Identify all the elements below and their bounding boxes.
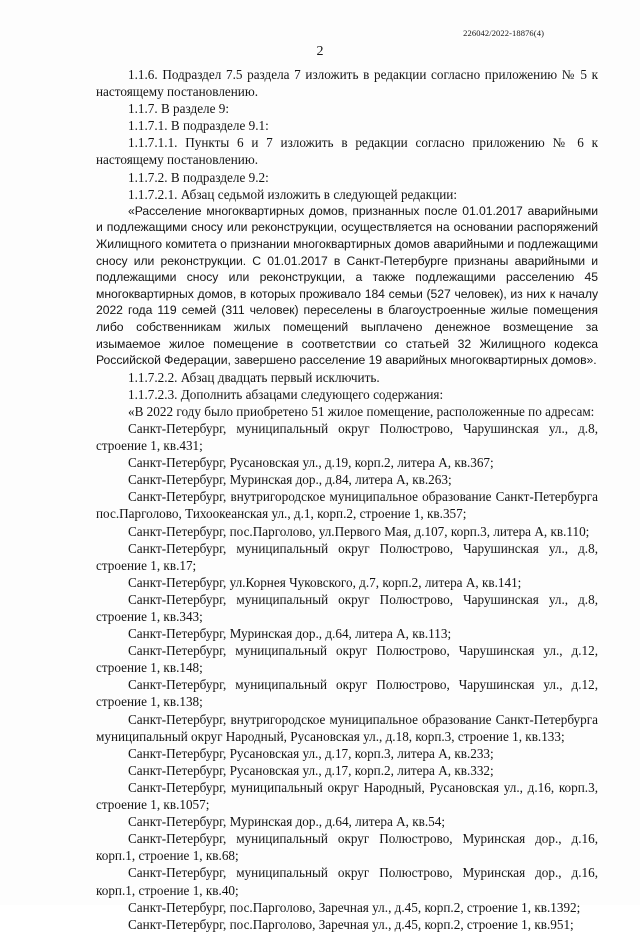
address-item: Санкт-Петербург, муниципальный округ Полюстрово, Чарушинская ул., д.8, строение 1, кв.431; <box>96 420 598 454</box>
address-item: Санкт-Петербург, Русановская ул., д.17, корп.3, литера А, кв.233; <box>128 745 494 761</box>
document-registration-number: 226042/2022-18876(4) <box>463 28 544 38</box>
address-item: Санкт-Петербург, ул.Корнея Чуковского, д.7, корп.2, литера А, кв.141; <box>128 574 522 590</box>
address-item: Санкт-Петербург, муниципальный округ Народный, Русановская ул., д.16, корп.3, строение 1, кв.1057; <box>96 779 598 813</box>
address-item: Санкт-Петербург, муниципальный округ Полюстрово, Чарушинская ул., д.8, строение 1, кв.17; <box>96 540 598 573</box>
paragraph-1-1-6: 1.1.6. Подраздел 7.5 раздела 7 изложить в редакции согласно приложению № 5 к настоящему постановлению. <box>96 67 598 100</box>
address-item: Санкт-Петербург, муниципальный округ Полюстрово, Чарушинская ул., д.12, строение 1, кв.148; <box>96 643 598 676</box>
address-item: Санкт-Петербург, пос.Парголово, ул.Первого Мая, д.107, корп.3, литера А, кв.110; <box>128 523 590 539</box>
paragraph-1-1-7-2: 1.1.7.2. В подразделе 9.2: <box>128 169 269 185</box>
address-item: Санкт-Петербург, муниципальный округ Полюстрово, Муринская дор., д.16, корп.1, строение 1, кв.40; <box>96 865 598 898</box>
address-item: Санкт-Петербург, пос.Парголово, Заречная ул., д.45, корп.2, строение 1, кв.951; <box>128 916 574 932</box>
address-item: Санкт-Петербург, внутригородское муниципальное образование Санкт-Петербурга пос.Парголово, Тихоокеанская ул., д.1, корп.2, строение 1, кв.357; <box>96 489 598 522</box>
paragraph-1-1-7-2-1: 1.1.7.2.1. Абзац седьмой изложить в следующей редакции: <box>128 186 458 202</box>
address-item: Санкт-Петербург, муниципальный округ Полюстрово, Чарушинская ул., д.12, строение 1, кв.138; <box>96 677 598 710</box>
address-item: Санкт-Петербург, Муринская дор., д.84, литера А, кв.263; <box>128 472 452 488</box>
address-item: Санкт-Петербург, Муринская дор., д.64, литера А, кв.54; <box>128 814 446 830</box>
paragraph-1-1-7-2-2: 1.1.7.2.2. Абзац двадцать первый исключить. <box>128 369 380 385</box>
page-number: 2 <box>316 44 324 59</box>
acquired-housing-intro: «В 2022 году было приобретено 51 жилое помещение, расположенные по адресам: <box>128 403 595 419</box>
address-item: Санкт-Петербург, Русановская ул., д.17, корп.2, литера А, кв.332; <box>128 762 494 778</box>
address-item: Санкт-Петербург, пос.Парголово, Заречная ул., д.45, корп.2, строение 1, кв.1392; <box>128 899 581 915</box>
address-item: Санкт-Петербург, Русановская ул., д.19, корп.2, литера А, кв.367; <box>128 455 494 471</box>
paragraph-1-1-7-1: 1.1.7.1. В подразделе 9.1: <box>128 118 269 134</box>
address-item: Санкт-Петербург, муниципальный округ Полюстрово, Чарушинская ул., д.8, строение 1, кв.343; <box>96 591 598 624</box>
address-item: Санкт-Петербург, муниципальный округ Полюстрово, Муринская дор., д.16, корп.1, строение 1, кв.68; <box>96 831 598 864</box>
paragraph-1-1-7: 1.1.7. В разделе 9: <box>128 101 230 117</box>
quoted-resettlement-paragraph: «Расселение многоквартирных домов, признанных после 01.01.2017 аварийными и подлежащими сносу или реконструкции, осуществляется на основании распоряжений Жилищного комитета о признании многоквартирных домов аварийными и подлежащими сносу или реконструкции. С 01.01.2017 в Санкт-Петербурге признаны аварийными и подлежащими сносу или реконструкции, а также подлежащими расселению 45 многоквартирных домов, в которых проживало 184 семьи (527 человек), из них к началу 2022 года 119 семей (311 человек) переселены в благоустроенные жилые помещения либо собственникам жилых помещений выплачено денежное возмещение за изымаемое жилое помещение в соответствии со статьей 32 Жилищного кодекса Российской Федерации, завершено расселение 19 аварийных многоквартирных домов». <box>96 203 598 368</box>
paragraph-1-1-7-2-3: 1.1.7.2.3. Дополнить абзацами следующего содержания: <box>128 386 444 402</box>
document-body <box>96 66 598 933</box>
address-item: Санкт-Петербург, Муринская дор., д.64, литера А, кв.113; <box>128 626 452 642</box>
paragraph-1-1-7-1-1: 1.1.7.1.1. Пункты 6 и 7 изложить в редакции согласно приложению № 6 к настоящему постановлению. <box>96 135 598 168</box>
address-item: Санкт-Петербург, внутригородское муниципальное образование Санкт-Петербурга муниципальный округ Народный, Русановская ул., д.18, корп.3, строение 1, кв.133; <box>96 711 598 744</box>
